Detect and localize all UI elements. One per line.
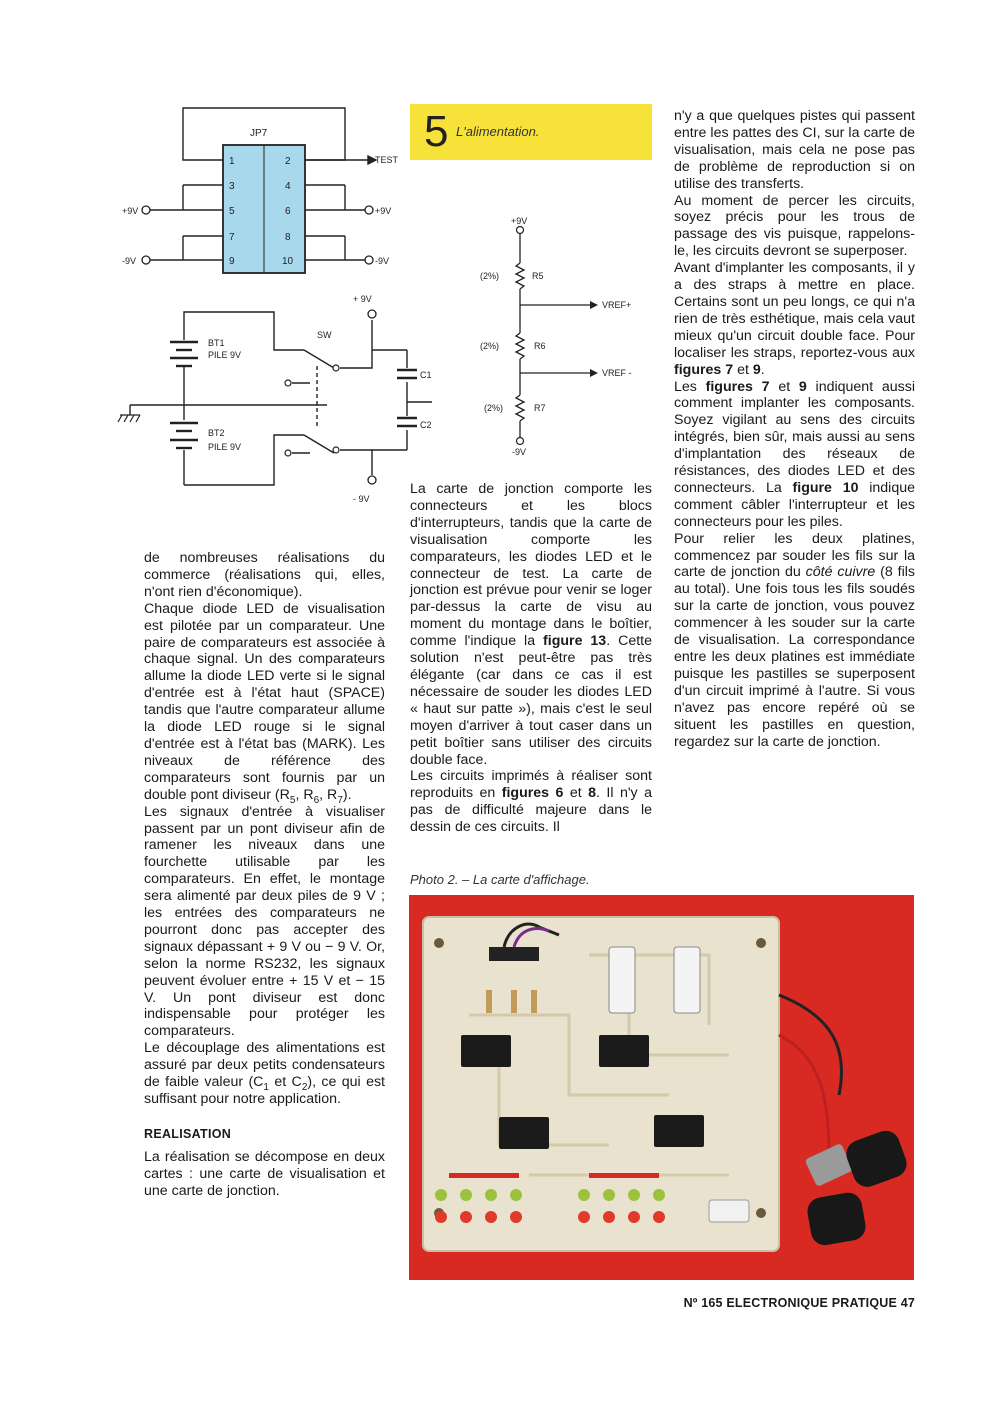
paragraph: de nombreuses réalisations du commerce (réalisations qui, elles, n'ont rien d'économique). bbox=[144, 550, 385, 600]
figure-reference: 8 bbox=[588, 785, 597, 802]
pcb-photo bbox=[409, 895, 914, 1280]
paragraph: Le découplage des alimentations est assuré par deux petits condensateurs de faible valeur ($C_1$ et $C_2$), ce qui est suffisant pour notre application. bbox=[144, 1040, 385, 1107]
figure-number: 5 bbox=[424, 107, 449, 156]
switch-label: SW bbox=[317, 330, 332, 340]
bt1-label: BT1 bbox=[208, 338, 225, 348]
section-heading: REALISATION bbox=[144, 1126, 232, 1141]
paragraph: n'y a que quelques pistes qui passent entre les pattes des CI, sur la carte de visualisation, mais cela ne pose pas de problème de reproduction si on utilise des transferts. bbox=[674, 108, 915, 192]
pin-label: 10 bbox=[282, 256, 294, 267]
paragraph: Les circuits imprimés à réaliser sont reproduits en figures 6 et 8. Il n'y a pas de difficulté majeure dans le dessin de ces circuits. Il bbox=[410, 768, 652, 836]
divider-bottom-label: -9V bbox=[512, 447, 527, 457]
test-label: TEST bbox=[375, 155, 399, 165]
pin-label: 7 bbox=[229, 232, 235, 243]
left-column bbox=[144, 550, 385, 1200]
jumper-name: JP7 bbox=[250, 128, 268, 139]
plus-9v-right-label: +9V bbox=[375, 206, 392, 216]
c1-label: C1 bbox=[420, 370, 432, 380]
bt2-desc: PILE 9V bbox=[208, 442, 242, 452]
r5-tolerance: (2%) bbox=[480, 271, 500, 281]
power-schematic bbox=[112, 290, 432, 515]
pin-label: 1 bbox=[229, 156, 235, 167]
paragraph: Les figures 7 et 9 indiquent aussi comment implanter les composants. Soyez vigilant au sens des circuits intégrés, bien sûr, mais aussi au sens d'implantation des réseaux de résistances, des diodes LED et des connecteurs. La figure 10 indique comment câbler l'interrupteur et les connecteurs pour les piles. bbox=[674, 378, 915, 530]
pin-label: 5 bbox=[229, 206, 235, 217]
plus-9v-left-label: +9V bbox=[122, 206, 139, 216]
r7-label: R7 bbox=[534, 403, 546, 413]
top-rail-label: + 9V bbox=[353, 294, 372, 304]
pin-label: 3 bbox=[229, 181, 235, 192]
bt2-label: BT2 bbox=[208, 428, 225, 438]
page-footer: Nº 165 ELECTRONIQUE PRATIQUE 47 bbox=[683, 1296, 915, 1310]
paragraph: Au moment de percer les circuits, soyez précis pour les trous de passage des vis puisque, rappelons-le, les circuits devront se superposer. bbox=[674, 192, 915, 260]
vref-plus-label: VREF+ bbox=[602, 300, 632, 310]
minus-9v-left-label: -9V bbox=[122, 256, 137, 266]
figure-title: L'alimentation. bbox=[456, 124, 540, 139]
pin-label: 8 bbox=[285, 232, 291, 243]
paragraph: La réalisation se décompose en deux cartes : une carte de visualisation et une carte de jonction. bbox=[144, 1148, 385, 1199]
right-column bbox=[674, 108, 915, 750]
vref-minus-label: VREF - bbox=[602, 368, 632, 378]
c2-label: C2 bbox=[420, 420, 432, 430]
figure-reference: figure 13 bbox=[543, 633, 607, 650]
figure-reference: figures 6 bbox=[501, 785, 564, 802]
pin-label: 2 bbox=[285, 156, 291, 167]
pin-label: 4 bbox=[285, 181, 291, 192]
middle-column bbox=[410, 481, 652, 836]
minus-9v-right-label: -9V bbox=[375, 256, 390, 266]
paragraph: Avant d'implanter les composants, il y a des straps à mettre en place. Certains sont un peu longs, ce qui n'a rien de très esthétique, mais cela vaut mieux qu'un circuit double face. Pour localiser les straps, reportez-vous aux figures 7 et 9. bbox=[674, 260, 915, 378]
paragraph: Pour relier les deux platines, commencez par souder les fils sur la carte de jonction du côté cuivre (8 fils au total). Une fois tous les fils soudés sur la carte de jonction, vous pouvez commencer à les souder sur la carte de visualisation. La correspondance entre les deux platines est immédiate puisque les pastilles se superposent d'un circuit imprimé à l'autre. Si vous n'avez pas encore repéré où se situent les pastilles en question, regardez sur la carte de jonction. bbox=[674, 530, 915, 750]
r5-label: R5 bbox=[532, 271, 544, 281]
photo-caption: Photo 2. – La carte d'affichage. bbox=[410, 872, 590, 887]
r6-tolerance: (2%) bbox=[480, 341, 500, 351]
r6-label: R6 bbox=[534, 341, 546, 351]
figure-label bbox=[410, 104, 652, 160]
bt1-desc: PILE 9V bbox=[208, 350, 242, 360]
jumper-schematic bbox=[110, 100, 410, 285]
divider-top-label: +9V bbox=[511, 216, 528, 226]
paragraph: La carte de jonction comporte les connecteurs et les blocs d'interrupteurs, tandis que la carte de visualisation comporte les comparateurs, les diodes LED et le connecteur de test. La carte de jonction est prévue pour venir se loger par-dessus la carte de visu au moment du montage dans le boîtier, comme l'indique la figure 13. Cette solution n'est peut-être pas très élégante (car dans ce cas il est nécessaire de souder les diodes LED « haut sur patte »), mais c'est le seul moyen d'arriver à tout caser dans un petit boîtier sans utiliser des circuits double face. bbox=[410, 481, 653, 768]
pin-label: 6 bbox=[285, 206, 291, 217]
r7-tolerance: (2%) bbox=[484, 403, 504, 413]
bottom-rail-label: - 9V bbox=[353, 494, 370, 504]
paragraph: Chaque diode LED de visualisation est pilotée par un comparateur. Une paire de comparateurs est associée à chaque signal. Un des comparateurs allume la diode LED verte si le signal d'entrée est à l'état haut (SPACE) tandis que l'autre comparateur allume la diode LED rouge si le signal d'entrée est à l'état bas (MARK). Les niveaux de référence des comparateurs sont fournis par un double pont diviseur ($R_5$, $R_6$, $R_7$). bbox=[144, 600, 385, 806]
pin-label: 9 bbox=[229, 256, 235, 267]
divider-schematic bbox=[470, 215, 640, 460]
paragraph: Les signaux d'entrée à visualiser passent par un pont diviseur afin de ramener les niveaux dans une fourchette utilisable par les comparateurs. En effet, le montage sera alimenté par deux piles de 9 V ; les entrées des comparateurs ne pourront donc pas accepter des signaux dépassant + 9 V ou − 9 V. Or, selon la norme RS232, les signaux peuvent évoluer entre + 15 V et − 15 V. Un pont diviseur est donc indispensable pour protéger les comparateurs. bbox=[144, 803, 385, 1040]
